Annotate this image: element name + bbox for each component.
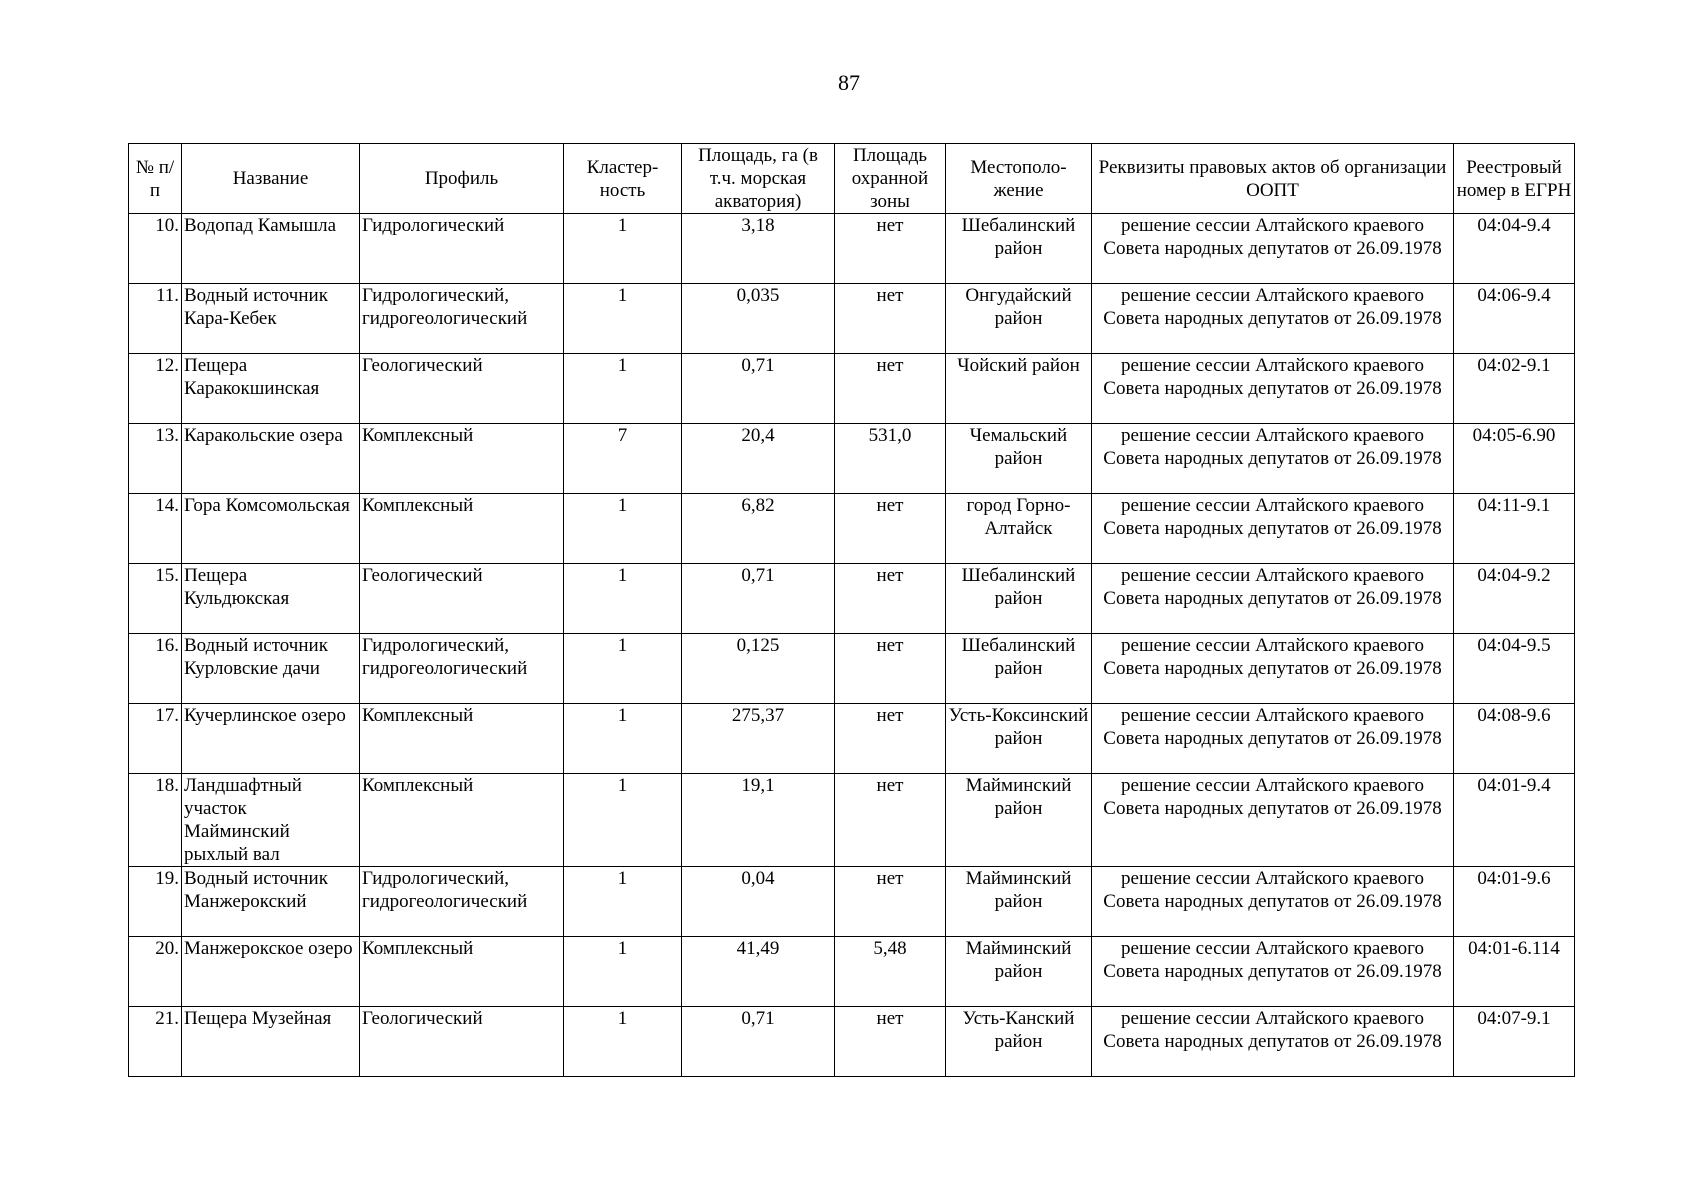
cell-acts: решение сессии Алтайского краевого Совета народных депутатов от 26.09.1978: [1092, 1007, 1454, 1077]
table-row: [129, 214, 1575, 284]
cell-cluster: 1: [564, 354, 682, 424]
cell-num: 16.: [129, 634, 182, 704]
table-row: [129, 634, 1575, 704]
cell-cluster: 1: [564, 634, 682, 704]
header-registry: Реестровый номер в ЕГРН: [1454, 144, 1575, 214]
cell-cluster: 7: [564, 424, 682, 494]
cell-cluster: 1: [564, 937, 682, 1007]
cell-zone: нет: [835, 634, 946, 704]
cell-location: Майминский район: [946, 937, 1092, 1007]
header-acts: Реквизиты правовых актов об организации ООПТ: [1092, 144, 1454, 214]
cell-name: Водный источник Курловские дачи: [182, 634, 360, 704]
table-row: [129, 284, 1575, 354]
cell-zone: нет: [835, 774, 946, 867]
table-row: [129, 424, 1575, 494]
cell-registry: 04:11-9.1: [1454, 494, 1575, 564]
cell-profile: Гидрологический, гидрогеологический: [360, 634, 564, 704]
cell-area: 3,18: [682, 214, 835, 284]
cell-area: 41,49: [682, 937, 835, 1007]
cell-num: 14.: [129, 494, 182, 564]
cell-cluster: 1: [564, 284, 682, 354]
cell-profile: Комплексный: [360, 704, 564, 774]
cell-area: 0,125: [682, 634, 835, 704]
cell-acts: решение сессии Алтайского краевого Совета народных депутатов от 26.09.1978: [1092, 867, 1454, 937]
cell-location: Усть-Коксинский район: [946, 704, 1092, 774]
header-location: Местополо-жение: [946, 144, 1092, 214]
cell-zone: 5,48: [835, 937, 946, 1007]
cell-registry: 04:02-9.1: [1454, 354, 1575, 424]
header-num: № п/п: [129, 144, 182, 214]
cell-num: 21.: [129, 1007, 182, 1077]
cell-zone: нет: [835, 214, 946, 284]
table-row: [129, 564, 1575, 634]
cell-num: 17.: [129, 704, 182, 774]
cell-profile: Комплексный: [360, 494, 564, 564]
cell-registry: 04:05-6.90: [1454, 424, 1575, 494]
cell-registry: 04:04-9.4: [1454, 214, 1575, 284]
cell-acts: решение сессии Алтайского краевого Совета народных депутатов от 26.09.1978: [1092, 774, 1454, 867]
cell-profile: Гидрологический: [360, 214, 564, 284]
cell-zone: 531,0: [835, 424, 946, 494]
cell-zone: нет: [835, 284, 946, 354]
cell-num: 10.: [129, 214, 182, 284]
cell-acts: решение сессии Алтайского краевого Совета народных депутатов от 26.09.1978: [1092, 354, 1454, 424]
cell-registry: 04:04-9.5: [1454, 634, 1575, 704]
cell-zone: нет: [835, 494, 946, 564]
cell-num: 13.: [129, 424, 182, 494]
cell-area: 19,1: [682, 774, 835, 867]
header-zone: Площадь охранной зоны: [835, 144, 946, 214]
cell-name: Водный источник Кара-Кебек: [182, 284, 360, 354]
cell-zone: нет: [835, 704, 946, 774]
table-body: [129, 214, 1575, 1077]
cell-registry: 04:07-9.1: [1454, 1007, 1575, 1077]
table-header: [129, 144, 1575, 214]
table-row: [129, 937, 1575, 1007]
cell-cluster: 1: [564, 774, 682, 867]
cell-location: Майминский район: [946, 867, 1092, 937]
cell-location: Усть-Канский район: [946, 1007, 1092, 1077]
cell-cluster: 1: [564, 867, 682, 937]
cell-zone: нет: [835, 564, 946, 634]
cell-acts: решение сессии Алтайского краевого Совета народных депутатов от 26.09.1978: [1092, 494, 1454, 564]
table-row: [129, 354, 1575, 424]
cell-name: Гора Комсомольская: [182, 494, 360, 564]
header-profile: Профиль: [360, 144, 564, 214]
cell-num: 18.: [129, 774, 182, 867]
cell-area: 6,82: [682, 494, 835, 564]
cell-acts: решение сессии Алтайского краевого Совета народных депутатов от 26.09.1978: [1092, 704, 1454, 774]
cell-num: 15.: [129, 564, 182, 634]
cell-location: Шебалинский район: [946, 564, 1092, 634]
cell-area: 20,4: [682, 424, 835, 494]
cell-location: Онгудайский район: [946, 284, 1092, 354]
cell-name: Пещера Каракокшинская: [182, 354, 360, 424]
cell-name: Пещера Музейная: [182, 1007, 360, 1077]
cell-profile: Геологический: [360, 1007, 564, 1077]
cell-location: Чойский район: [946, 354, 1092, 424]
cell-num: 12.: [129, 354, 182, 424]
cell-area: 0,035: [682, 284, 835, 354]
cell-profile: Комплексный: [360, 424, 564, 494]
cell-acts: решение сессии Алтайского краевого Совета народных депутатов от 26.09.1978: [1092, 284, 1454, 354]
table-row: [129, 867, 1575, 937]
cell-name: Каракольские озера: [182, 424, 360, 494]
cell-area: 275,37: [682, 704, 835, 774]
cell-profile: Комплексный: [360, 937, 564, 1007]
cell-name: Кучерлинское озеро: [182, 704, 360, 774]
table-row: [129, 494, 1575, 564]
cell-acts: решение сессии Алтайского краевого Совета народных депутатов от 26.09.1978: [1092, 634, 1454, 704]
cell-area: 0,71: [682, 1007, 835, 1077]
cell-registry: 04:01-9.4: [1454, 774, 1575, 867]
cell-num: 20.: [129, 937, 182, 1007]
table-row: [129, 1007, 1575, 1077]
cell-location: город Горно-Алтайск: [946, 494, 1092, 564]
cell-registry: 04:06-9.4: [1454, 284, 1575, 354]
cell-profile: Геологический: [360, 354, 564, 424]
header-area: Площадь, га (в т.ч. морская акватория): [682, 144, 835, 214]
cell-location: Шебалинский район: [946, 214, 1092, 284]
cell-name: Водопад Камышла: [182, 214, 360, 284]
cell-location: Чемальский район: [946, 424, 1092, 494]
cell-num: 11.: [129, 284, 182, 354]
header-cluster: Кластер-ность: [564, 144, 682, 214]
cell-profile: Гидрологический, гидрогеологический: [360, 867, 564, 937]
cell-name: Пещера Кульдюкская: [182, 564, 360, 634]
cell-registry: 04:01-6.114: [1454, 937, 1575, 1007]
cell-acts: решение сессии Алтайского краевого Совета народных депутатов от 26.09.1978: [1092, 214, 1454, 284]
cell-area: 0,04: [682, 867, 835, 937]
cell-zone: нет: [835, 1007, 946, 1077]
cell-num: 19.: [129, 867, 182, 937]
table-row: [129, 774, 1575, 867]
table-row: [129, 704, 1575, 774]
cell-cluster: 1: [564, 494, 682, 564]
header-name: Название: [182, 144, 360, 214]
cell-acts: решение сессии Алтайского краевого Совета народных депутатов от 26.09.1978: [1092, 564, 1454, 634]
cell-name: Водный источник Манжерокский: [182, 867, 360, 937]
cell-profile: Гидрологический, гидрогеологический: [360, 284, 564, 354]
cell-location: Майминский район: [946, 774, 1092, 867]
cell-zone: нет: [835, 867, 946, 937]
cell-profile: Геологический: [360, 564, 564, 634]
cell-zone: нет: [835, 354, 946, 424]
cell-registry: 04:08-9.6: [1454, 704, 1575, 774]
cell-name: Манжерокское озеро: [182, 937, 360, 1007]
cell-acts: решение сессии Алтайского краевого Совета народных депутатов от 26.09.1978: [1092, 424, 1454, 494]
cell-cluster: 1: [564, 1007, 682, 1077]
cell-cluster: 1: [564, 214, 682, 284]
cell-registry: 04:04-9.2: [1454, 564, 1575, 634]
page-number: 87: [838, 70, 860, 95]
protected-areas-table: [128, 143, 1575, 1077]
cell-cluster: 1: [564, 704, 682, 774]
cell-profile: Комплексный: [360, 774, 564, 867]
cell-name: Ландшафтный участок Майминский рыхлый вал: [182, 774, 360, 867]
cell-location: Шебалинский район: [946, 634, 1092, 704]
cell-cluster: 1: [564, 564, 682, 634]
cell-area: 0,71: [682, 564, 835, 634]
cell-registry: 04:01-9.6: [1454, 867, 1575, 937]
cell-area: 0,71: [682, 354, 835, 424]
cell-acts: решение сессии Алтайского краевого Совета народных депутатов от 26.09.1978: [1092, 937, 1454, 1007]
